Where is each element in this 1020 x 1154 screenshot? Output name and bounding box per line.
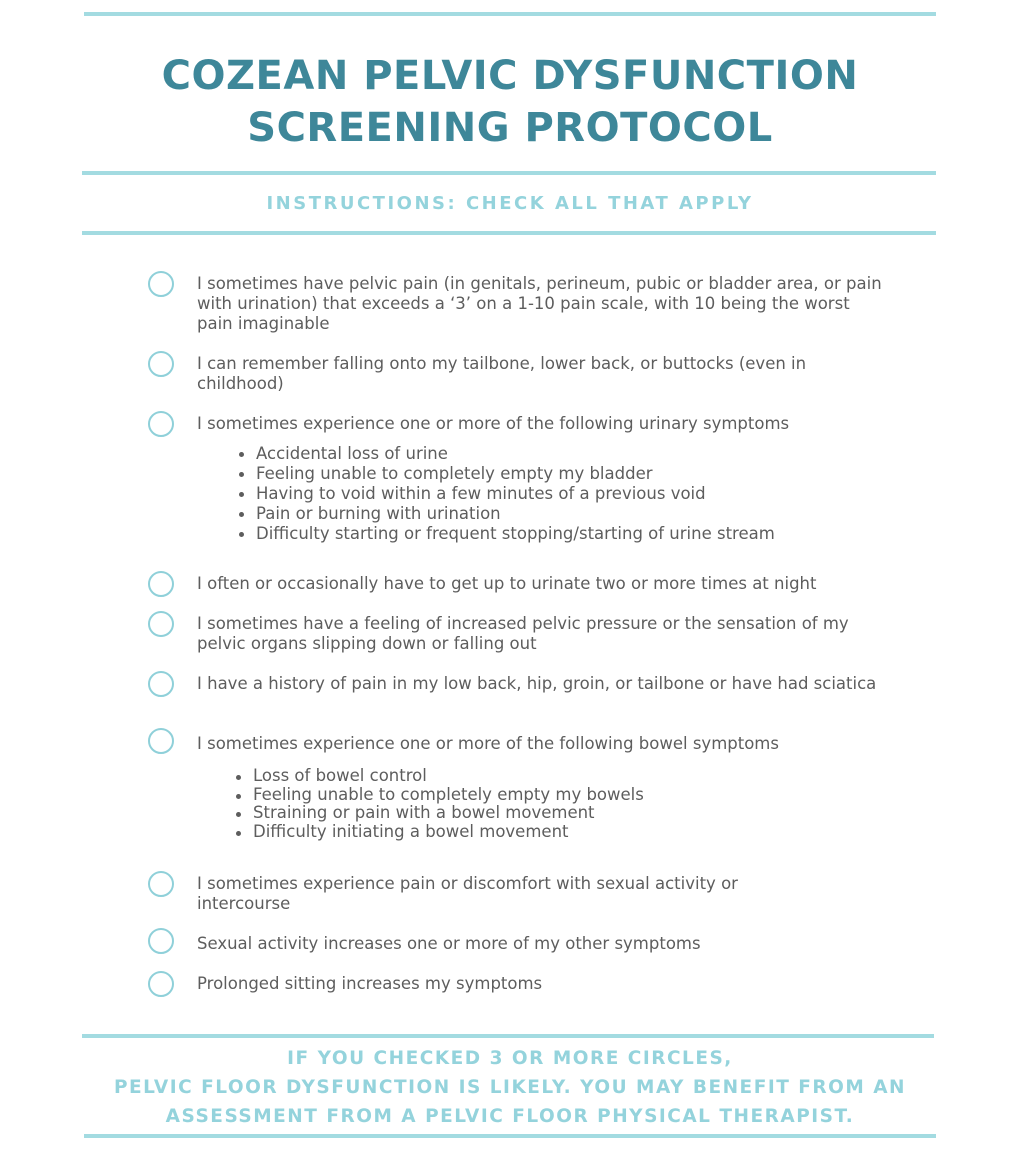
- footer-line-2: PELVIC FLOOR DYSFUNCTION IS LIKELY. YOU MAY BENEFIT FROM AN: [113, 1077, 907, 1098]
- item-text: I sometimes experience pain or discomfort with sexual activity or intercourse: [197, 874, 738, 913]
- item-text: I often or occasionally have to get up to urinate two or more times at night: [197, 574, 817, 593]
- checkbox-circle[interactable]: [148, 351, 174, 377]
- item-text: I sometimes have a feeling of increased pelvic pressure or the sensation of my pelvic organs slipping down or falling out: [197, 614, 849, 653]
- top-divider: [84, 12, 936, 16]
- instructions-heading: INSTRUCTIONS: CHECK ALL THAT APPLY: [266, 193, 754, 214]
- checkbox-circle[interactable]: [148, 271, 174, 297]
- bottom-divider: [84, 1134, 936, 1138]
- item-text: I sometimes experience one or more of the following urinary symptoms: [197, 414, 790, 433]
- footer-line-3: ASSESSMENT FROM A PELVIC FLOOR PHYSICAL THERAPIST.: [165, 1106, 855, 1127]
- list-item: Pain or burning with urination: [237, 504, 775, 524]
- checkbox-circle[interactable]: [148, 971, 174, 997]
- title-divider: [82, 171, 936, 175]
- item-text: Sexual activity increases one or more of my other symptoms: [197, 934, 701, 953]
- page-title: [0, 50, 1020, 154]
- checkbox-circle[interactable]: [148, 728, 174, 754]
- title-line-1: COZEAN PELVIC DYSFUNCTION: [161, 53, 859, 99]
- list-item: Straining or pain with a bowel movement: [234, 804, 644, 823]
- list-item: Feeling unable to completely empty my bladder: [237, 464, 775, 484]
- bowel-symptom-list: [234, 767, 644, 841]
- urinary-symptom-list: [237, 444, 775, 544]
- item-text: I sometimes experience one or more of the following bowel symptoms: [197, 734, 779, 753]
- checkbox-circle[interactable]: [148, 411, 174, 437]
- list-item: Feeling unable to completely empty my bowels: [234, 786, 644, 805]
- list-item: Loss of bowel control: [234, 767, 644, 786]
- checkbox-circle[interactable]: [148, 871, 174, 897]
- list-item: Having to void within a few minutes of a previous void: [237, 484, 775, 504]
- item-text: Prolonged sitting increases my symptoms: [197, 974, 543, 993]
- item-text: I have a history of pain in my low back, hip, groin, or tailbone or have had sciatica: [197, 674, 877, 693]
- footer-line-1: IF YOU CHECKED 3 OR MORE CIRCLES,: [287, 1048, 733, 1069]
- item-text: I sometimes have pelvic pain (in genitals, perineum, pubic or bladder area, or pain with urination) that exceeds a ‘3’ on a 1-10 pain scale, with 10 being the worst pain imaginable: [197, 274, 882, 333]
- checkbox-circle[interactable]: [148, 611, 174, 637]
- list-item: Difficulty initiating a bowel movement: [234, 823, 644, 842]
- list-item: Difficulty starting or frequent stopping/starting of urine stream: [237, 524, 775, 544]
- item-text: I can remember falling onto my tailbone, lower back, or buttocks (even in childhood): [197, 354, 807, 393]
- title-line-2: SCREENING PROTOCOL: [247, 105, 773, 151]
- instructions-divider: [82, 231, 936, 235]
- footer-top-divider: [82, 1034, 934, 1038]
- checkbox-circle[interactable]: [148, 571, 174, 597]
- checkbox-circle[interactable]: [148, 928, 174, 954]
- checkbox-circle[interactable]: [148, 671, 174, 697]
- footer-note: [0, 1044, 1020, 1131]
- list-item: Accidental loss of urine: [237, 444, 775, 464]
